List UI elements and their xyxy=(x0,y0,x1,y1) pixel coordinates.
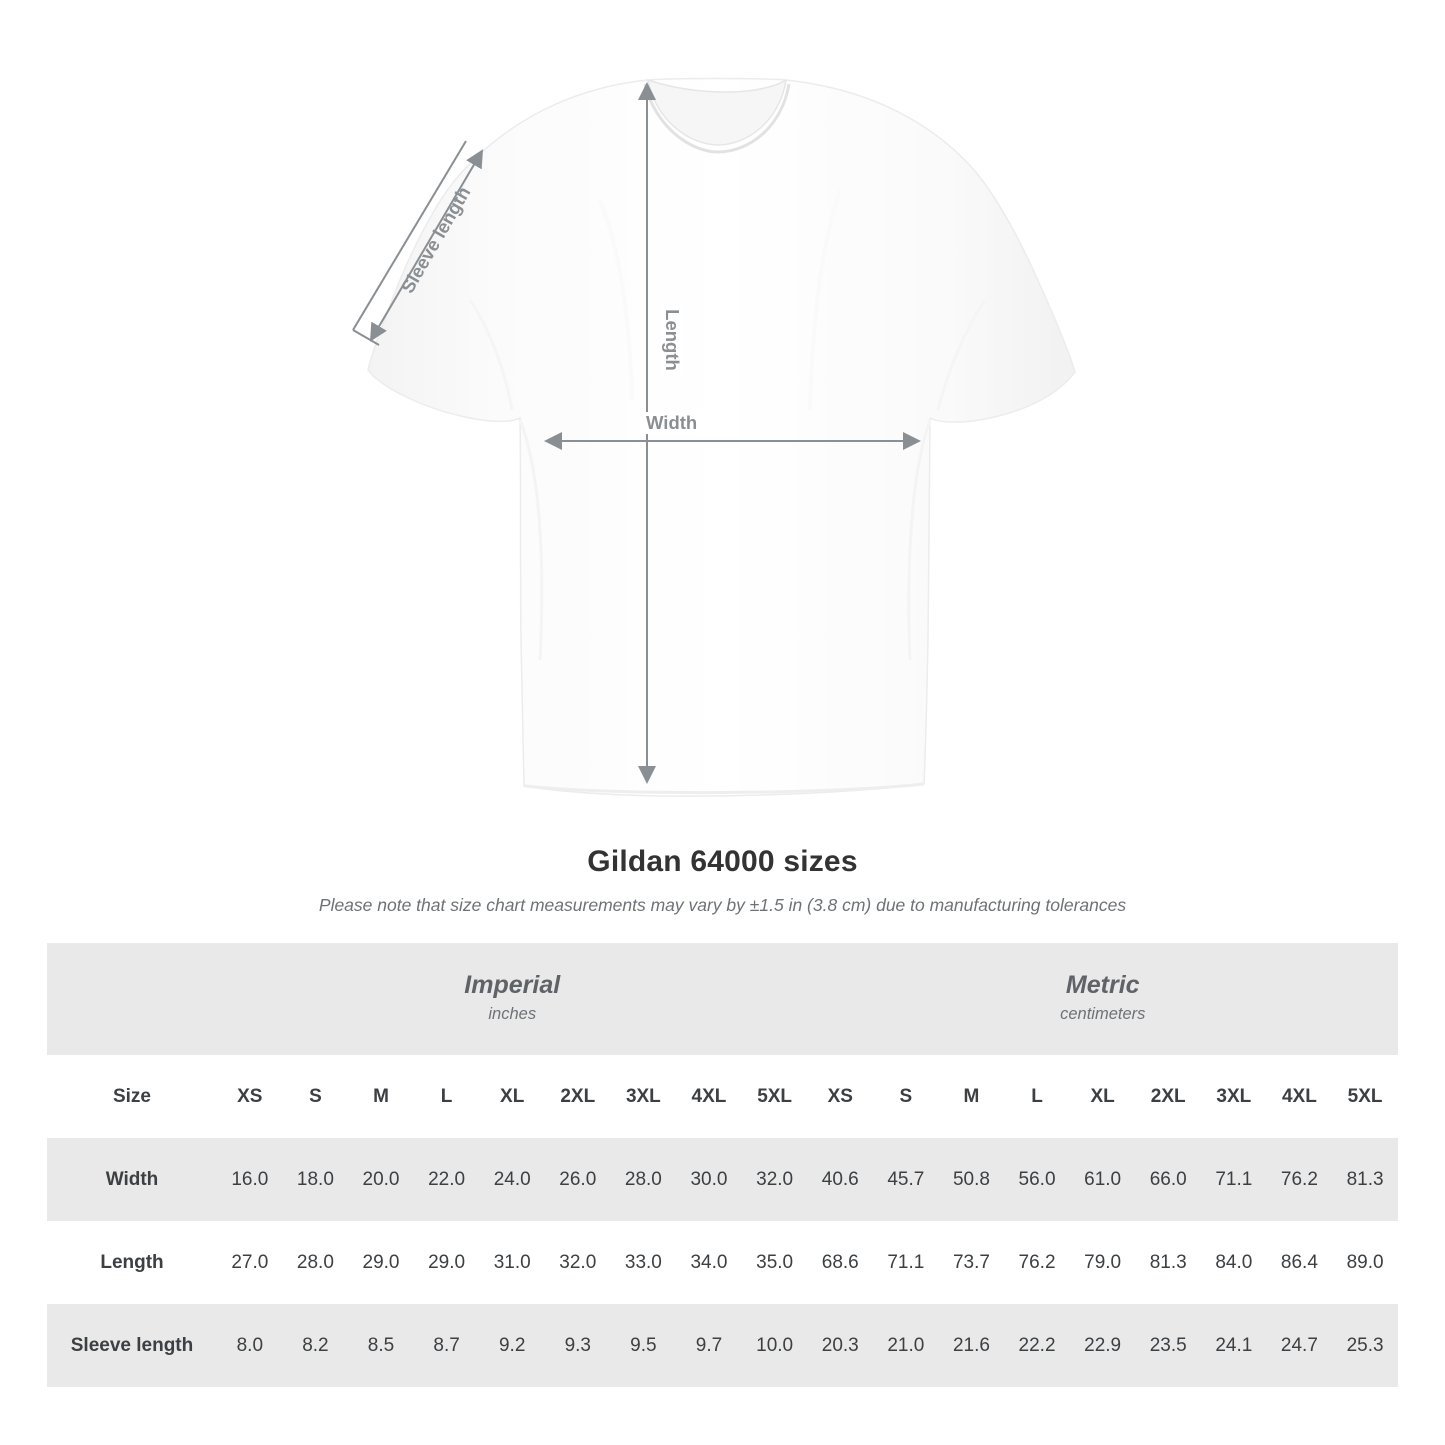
unit-group-imperial-name: Imperial xyxy=(464,971,561,1000)
cell-sleeve-13: 22.9 xyxy=(1070,1304,1136,1387)
cell-width-7: 30.0 xyxy=(676,1138,742,1221)
column-header-size-2: M xyxy=(348,1055,414,1138)
size-table xyxy=(47,943,1398,1387)
cell-width-15: 71.1 xyxy=(1201,1138,1267,1221)
unit-header-corner xyxy=(47,943,217,1055)
cell-length-3: 29.0 xyxy=(414,1221,480,1304)
cell-width-13: 61.0 xyxy=(1070,1138,1136,1221)
row-label-width: Width xyxy=(47,1138,217,1221)
column-header-size-16: 4XL xyxy=(1267,1055,1333,1138)
size-table-wrapper xyxy=(47,943,1398,1387)
cell-width-4: 24.0 xyxy=(479,1138,545,1221)
column-header-size-13: XL xyxy=(1070,1055,1136,1138)
cell-width-14: 66.0 xyxy=(1135,1138,1201,1221)
cell-sleeve-4: 9.2 xyxy=(479,1304,545,1387)
cell-sleeve-5: 9.3 xyxy=(545,1304,611,1387)
unit-group-imperial-sub: inches xyxy=(488,1005,537,1024)
column-header-size-17: 5XL xyxy=(1332,1055,1398,1138)
cell-length-10: 71.1 xyxy=(873,1221,939,1304)
cell-width-2: 20.0 xyxy=(348,1138,414,1221)
cell-width-17: 81.3 xyxy=(1332,1138,1398,1221)
width-label-wrap xyxy=(640,412,703,434)
cell-length-5: 32.0 xyxy=(545,1221,611,1304)
cell-length-15: 84.0 xyxy=(1201,1221,1267,1304)
column-header-size: Size xyxy=(47,1055,217,1138)
cell-width-3: 22.0 xyxy=(414,1138,480,1221)
column-header-size-3: L xyxy=(414,1055,480,1138)
cell-length-16: 86.4 xyxy=(1267,1221,1333,1304)
cell-width-11: 50.8 xyxy=(939,1138,1005,1221)
cell-width-8: 32.0 xyxy=(742,1138,808,1221)
cell-width-16: 76.2 xyxy=(1267,1138,1333,1221)
cell-width-9: 40.6 xyxy=(807,1138,873,1221)
cell-sleeve-1: 8.2 xyxy=(283,1304,349,1387)
cell-length-4: 31.0 xyxy=(479,1221,545,1304)
unit-group-imperial xyxy=(217,943,807,1055)
cell-sleeve-3: 8.7 xyxy=(414,1304,480,1387)
table-row xyxy=(47,1138,1398,1221)
cell-sleeve-15: 24.1 xyxy=(1201,1304,1267,1387)
page-title: Gildan 64000 sizes xyxy=(587,845,858,878)
cell-width-12: 56.0 xyxy=(1004,1138,1070,1221)
unit-group-metric-sub: centimeters xyxy=(1060,1005,1146,1024)
width-label: Width xyxy=(640,412,703,434)
cell-length-13: 79.0 xyxy=(1070,1221,1136,1304)
unit-group-metric-name: Metric xyxy=(1065,971,1140,1000)
cell-width-6: 28.0 xyxy=(611,1138,677,1221)
cell-width-10: 45.7 xyxy=(873,1138,939,1221)
cell-sleeve-2: 8.5 xyxy=(348,1304,414,1387)
cell-length-6: 33.0 xyxy=(611,1221,677,1304)
column-header-size-5: 2XL xyxy=(545,1055,611,1138)
cell-width-0: 16.0 xyxy=(217,1138,283,1221)
cell-length-14: 81.3 xyxy=(1135,1221,1201,1304)
cell-sleeve-6: 9.5 xyxy=(611,1304,677,1387)
cell-length-7: 34.0 xyxy=(676,1221,742,1304)
cell-sleeve-12: 22.2 xyxy=(1004,1304,1070,1387)
cell-length-11: 73.7 xyxy=(939,1221,1005,1304)
column-header-size-12: L xyxy=(1004,1055,1070,1138)
cell-length-12: 76.2 xyxy=(1004,1221,1070,1304)
cell-length-17: 89.0 xyxy=(1332,1221,1398,1304)
table-header-row xyxy=(47,1055,1398,1138)
cell-sleeve-17: 25.3 xyxy=(1332,1304,1398,1387)
row-label-length: Length xyxy=(47,1221,217,1304)
cell-sleeve-8: 10.0 xyxy=(742,1304,808,1387)
cell-length-2: 29.0 xyxy=(348,1221,414,1304)
cell-sleeve-14: 23.5 xyxy=(1135,1304,1201,1387)
column-header-size-9: XS xyxy=(807,1055,873,1138)
column-header-size-11: M xyxy=(939,1055,1005,1138)
cell-sleeve-11: 21.6 xyxy=(939,1304,1005,1387)
cell-width-1: 18.0 xyxy=(283,1138,349,1221)
column-header-size-14: 2XL xyxy=(1135,1055,1201,1138)
cell-sleeve-16: 24.7 xyxy=(1267,1304,1333,1387)
column-header-size-4: XL xyxy=(479,1055,545,1138)
column-header-size-0: XS xyxy=(217,1055,283,1138)
column-header-size-10: S xyxy=(873,1055,939,1138)
cell-length-0: 27.0 xyxy=(217,1221,283,1304)
cell-sleeve-10: 21.0 xyxy=(873,1304,939,1387)
unit-header-row xyxy=(47,943,1398,1055)
column-header-size-8: 5XL xyxy=(742,1055,808,1138)
row-label-sleeve-length: Sleeve length xyxy=(47,1304,217,1387)
length-label: Length xyxy=(661,303,683,377)
title-block xyxy=(0,845,1445,916)
tolerance-note: Please note that size chart measurements may vary by ±1.5 in (3.8 cm) due to manufacturing tolerances xyxy=(318,895,1127,915)
column-header-size-1: S xyxy=(283,1055,349,1138)
length-label-wrap xyxy=(632,280,712,400)
cell-sleeve-0: 8.0 xyxy=(217,1304,283,1387)
column-header-size-15: 3XL xyxy=(1201,1055,1267,1138)
table-row xyxy=(47,1304,1398,1387)
sleeve-length-label: Sleeve length xyxy=(396,182,475,297)
cell-length-9: 68.6 xyxy=(807,1221,873,1304)
cell-length-8: 35.0 xyxy=(742,1221,808,1304)
cell-sleeve-7: 9.7 xyxy=(676,1304,742,1387)
cell-length-1: 28.0 xyxy=(283,1221,349,1304)
cell-width-5: 26.0 xyxy=(545,1138,611,1221)
column-header-size-6: 3XL xyxy=(611,1055,677,1138)
column-header-size-7: 4XL xyxy=(676,1055,742,1138)
unit-group-metric xyxy=(807,943,1398,1055)
cell-sleeve-9: 20.3 xyxy=(807,1304,873,1387)
table-row xyxy=(47,1221,1398,1304)
